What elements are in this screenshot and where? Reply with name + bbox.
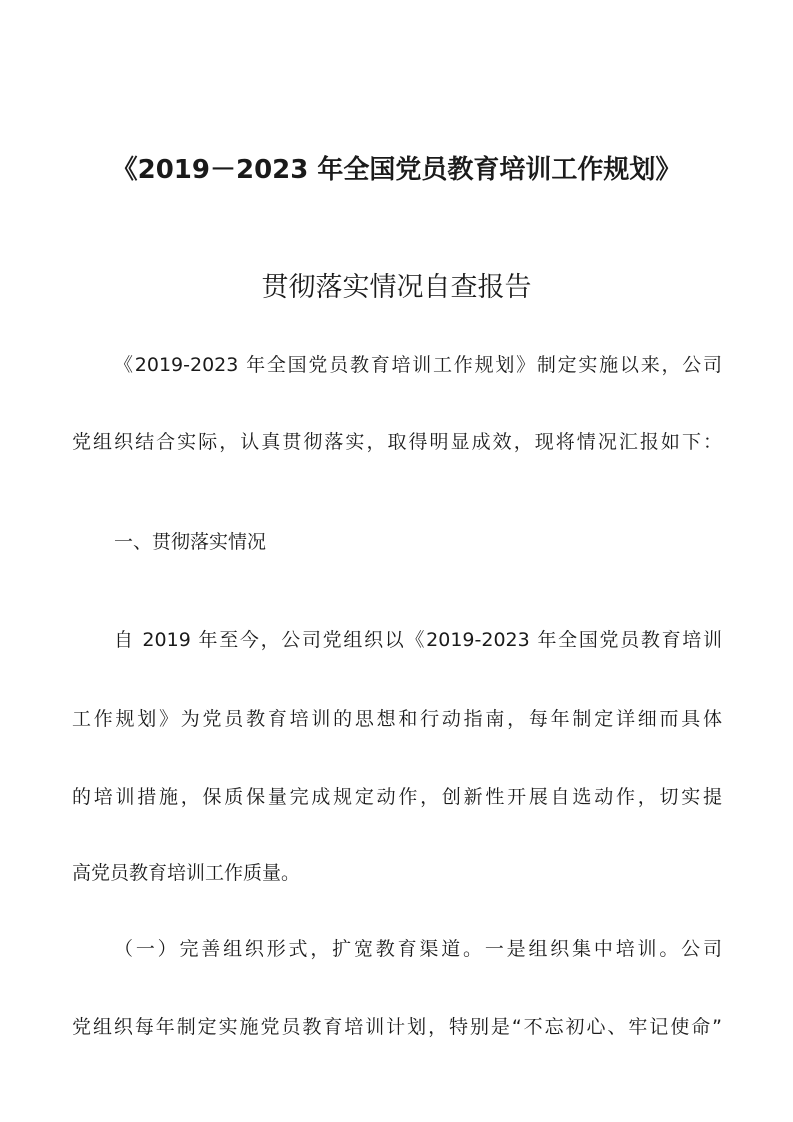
paragraph-line: 党组织结合实际，认真贯彻落实，取得明显成效，现将情况汇报如下： (72, 431, 722, 453)
document-subtitle: 贯彻落实情况自查报告 (261, 272, 532, 303)
paragraph-line: 党组织每年制定实施党员教育培训计划，特别是“不忘初心、牢记使命” (72, 1016, 722, 1038)
paragraph-line: 工作规划》为党员教育培训的思想和行动指南，每年制定详细而具体 (72, 708, 722, 730)
paragraph-line: 高党员教育培训工作质量。 (72, 862, 301, 884)
paragraph-line: 自 2019 年至今，公司党组织以《2019-2023 年全国党员教育培训 (114, 629, 722, 651)
document-title: 《2019－2023 年全国党员教育培训工作规划》 (111, 155, 682, 185)
paragraph-line: 《2019-2023 年全国党员教育培训工作规划》制定实施以来，公司 (114, 354, 722, 376)
paragraph-line: （一）完善组织形式，扩宽教育渠道。一是组织集中培训。公司 (114, 938, 722, 960)
paragraph-line: 的培训措施，保质保量完成规定动作，创新性开展自选动作，切实提 (72, 786, 722, 808)
section-heading: 一、贯彻落实情况 (114, 531, 267, 553)
